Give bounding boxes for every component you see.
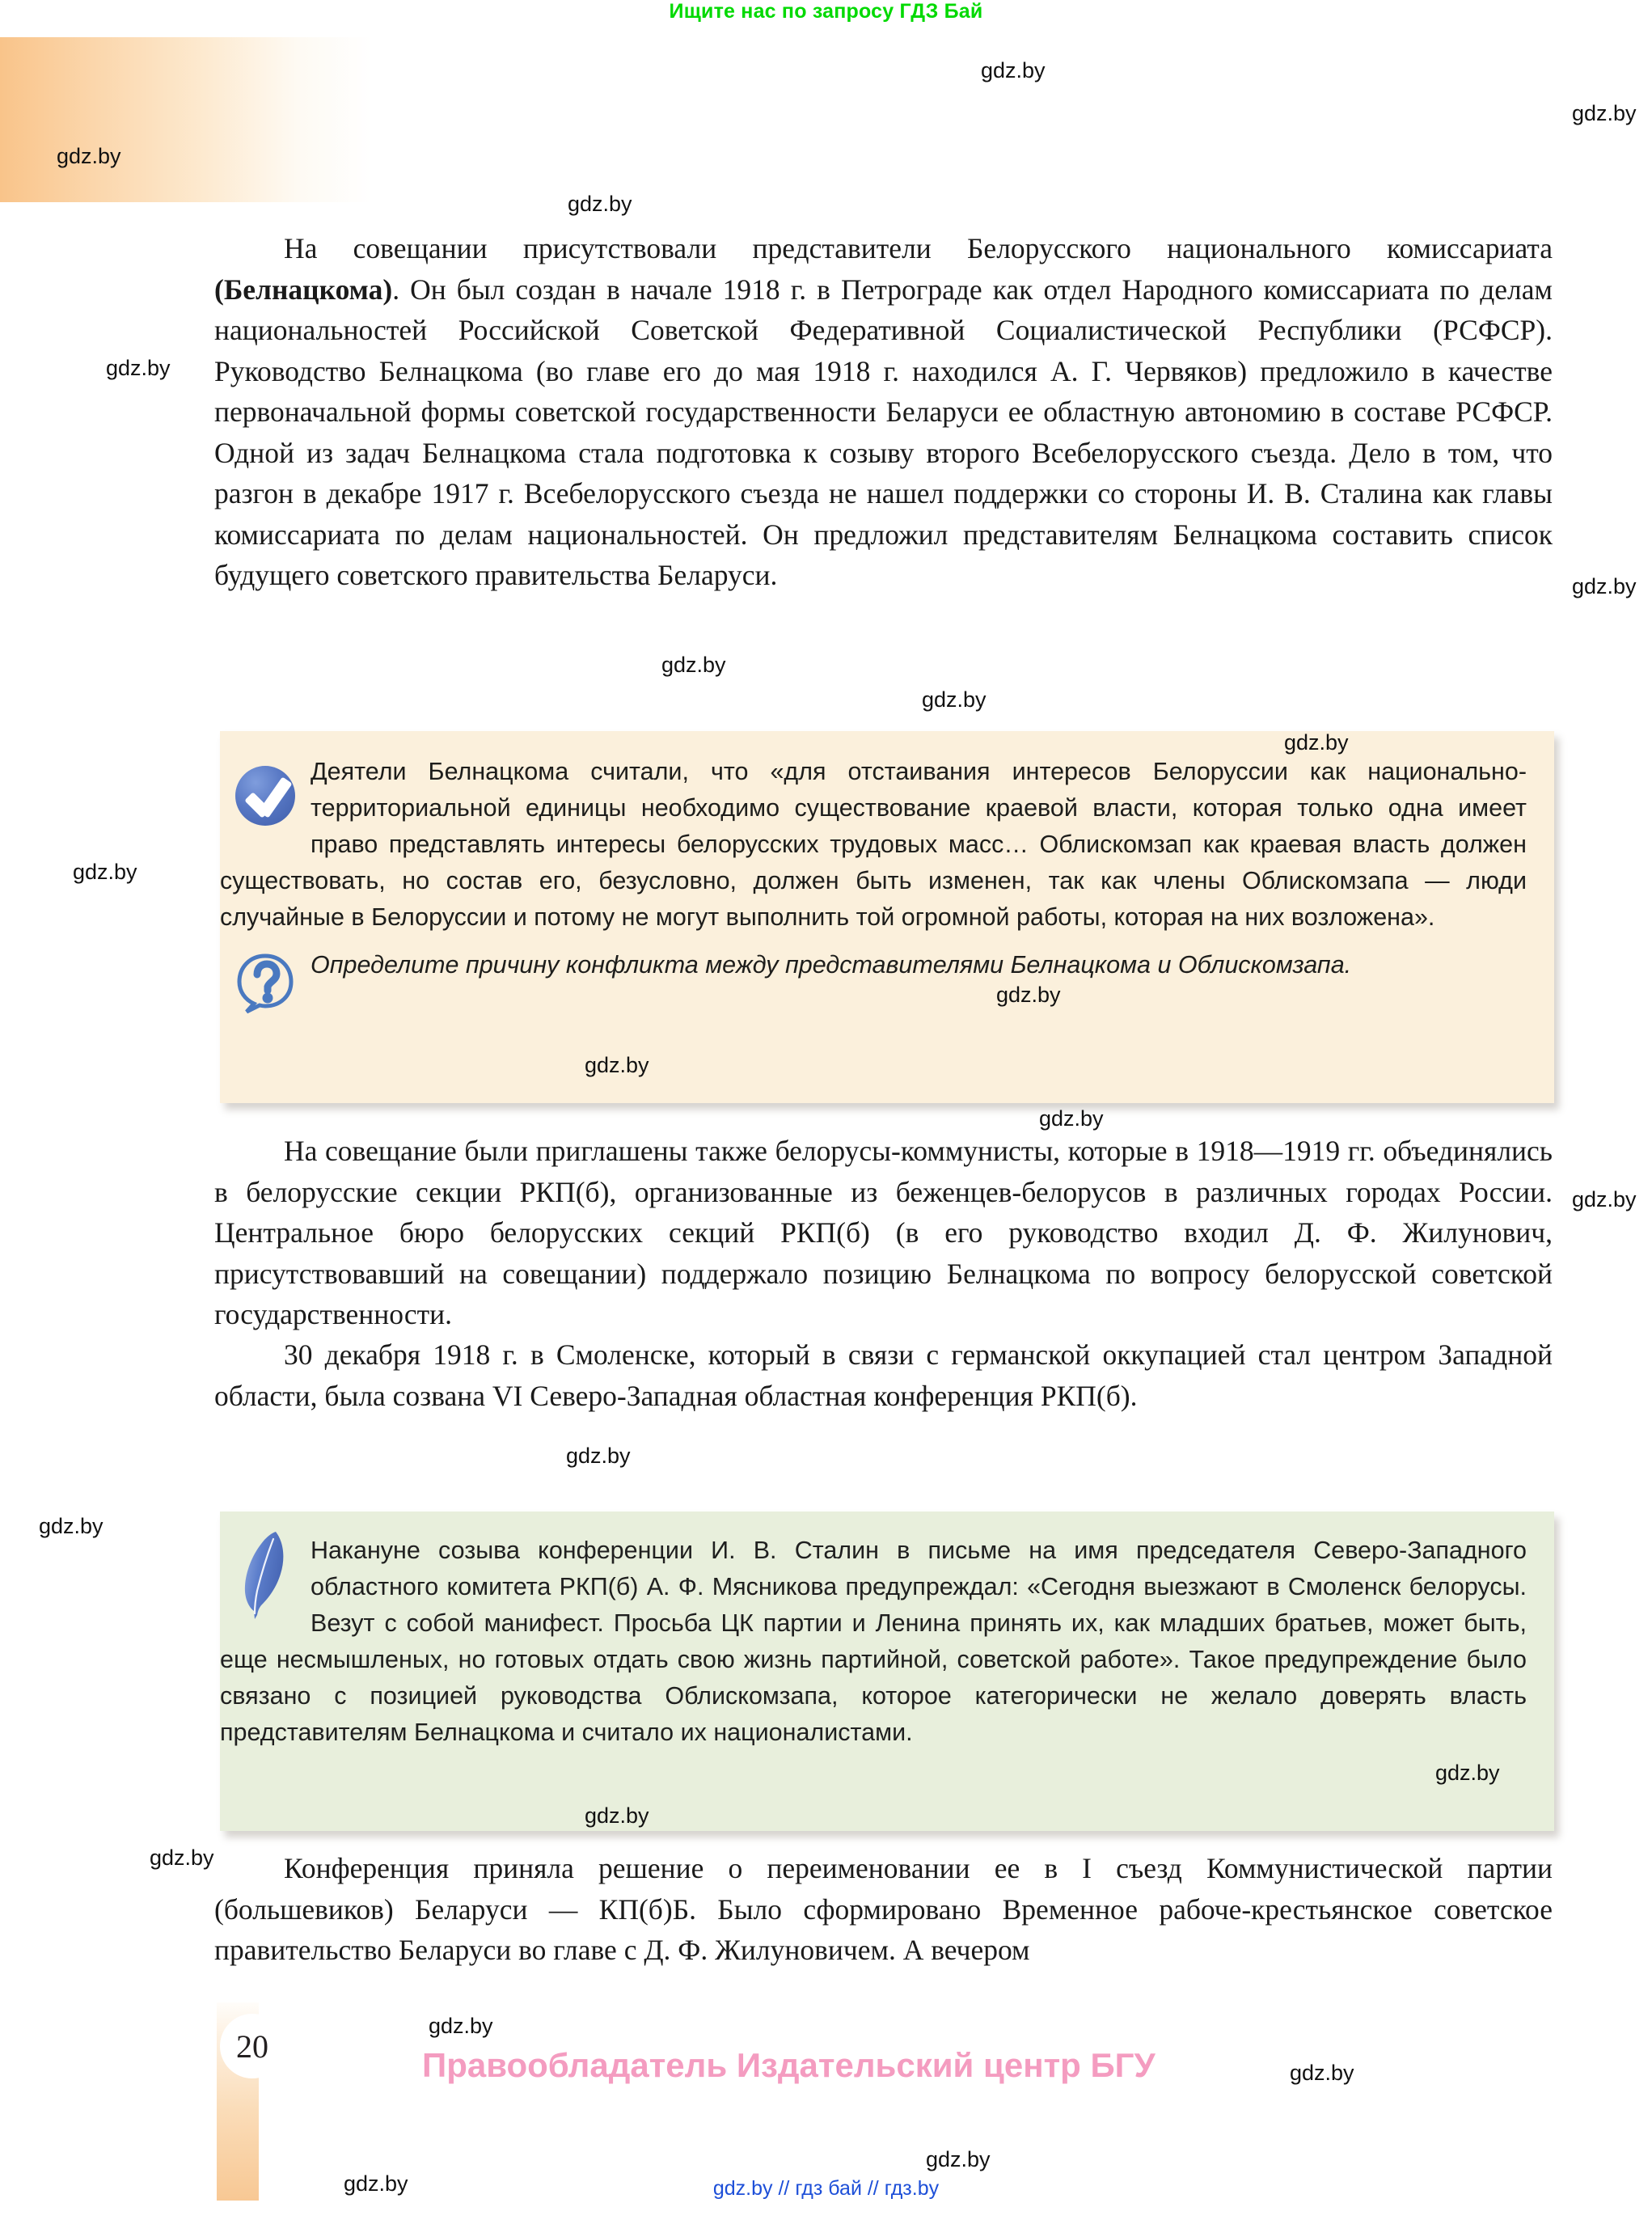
watermark: gdz.by xyxy=(1572,101,1637,125)
decorative-orange-block-top xyxy=(0,37,372,202)
callout-question-row xyxy=(220,947,1527,1015)
watermark: gdz.by xyxy=(1284,730,1349,755)
text-run: 30 декабря 1918 г. в Смоленске, который в связи с германской оккупацией стал центром Западной области, была созвана VI Северо-Западная областная конференция РКП(б). xyxy=(214,1338,1553,1412)
watermark: gdz.by xyxy=(106,356,171,380)
watermark: gdz.by xyxy=(73,860,137,884)
watermark: gdz.by xyxy=(585,1803,649,1828)
footer-links: gdz.by // гдз бай // гдз.by xyxy=(712,2177,940,2200)
paragraph-3 xyxy=(214,1334,1553,1416)
watermark: gdz.by xyxy=(981,58,1046,82)
page-number: 20 xyxy=(220,2014,285,2078)
watermark: gdz.by xyxy=(568,192,632,216)
callout-letter-box xyxy=(220,1512,1554,1831)
watermark: gdz.by xyxy=(922,687,987,712)
paragraph-4 xyxy=(214,1848,1553,1971)
callout-question-text: Определите причину конфликта между представителями Белнацкома и Облискомзапа. xyxy=(311,951,1352,979)
watermark: gdz.by xyxy=(344,2171,408,2196)
watermark: gdz.by xyxy=(1572,1187,1637,1211)
callout-quote-text: Деятели Белнацкома считали, что «для отстаивания интересов Белоруссии как национально-территориальной единицы необходимо существование краевой власти, которая только одна имеет право представлять интересы белорусских трудовых масс… Облискомзап как краевая власть должен существовать, но состав его, безусловно, должен быть изменен, так как члены Облискомзапа — люди случайные в Белоруссии и потому не могут выполнить той огромной работы, которая на них возложена». xyxy=(220,758,1527,931)
watermark: gdz.by xyxy=(926,2147,991,2171)
text-run: Конференция приняла решение о переименовании ее в I съезд Коммунистической партии (большевиков) Беларуси — КП(б)Б. Было сформировано Временное рабоче-крестьянское советское правительство Беларуси во главе с Д. Ф. Жилуновичем. А вечером xyxy=(214,1852,1553,1966)
text-run: На совещание были приглашены также белорусы-коммунисты, которые в 1918—1919 гг. объединялись в белорусские секции РКП(б), организованные из беженцев-белорусов в различных городах России. Центральное бюро белорусских секций РКП(б) (в его руководство входил Д. Ф. Жилунович, присутствовавший на совещании) поддержало позицию Белнацкома по вопросу белорусской советской государственности. xyxy=(214,1135,1553,1330)
watermark: gdz.by xyxy=(566,1444,631,1468)
question-mark-icon xyxy=(220,947,311,1015)
emphasis-term: (Белнацкома) xyxy=(214,273,393,306)
callout-letter-text: Накануне созыва конференции И. В. Сталин в письме на имя председателя Северо-Западного областного комитета РКП(б) А. Ф. Мясникова предупреждал: «Сегодня выезжают в Смоленск белорусы. Везут с собой манифест. Просьба ЦК партии и Ленина принять их, как младших братьев, может быть, еще несмышленых, но готовых отдать свою жизнь партийной, советской работе». Такое предупреждение было связано с позицией руководства Облискомзапа, которое категорически не желало доверять власть представителям Белнацкома и считало их националистами. xyxy=(220,1537,1527,1746)
watermark: gdz.by xyxy=(150,1846,214,1870)
watermark: gdz.by xyxy=(1039,1106,1104,1131)
copyright-notice: Правообладатель Издательский центр БГУ xyxy=(422,2046,1156,2084)
watermark: gdz.by xyxy=(585,1053,649,1077)
paragraph-1 xyxy=(214,228,1553,596)
watermark: gdz.by xyxy=(429,2014,493,2038)
feather-quill-icon xyxy=(220,1533,311,1617)
watermark: gdz.by xyxy=(57,144,121,168)
watermark: gdz.by xyxy=(39,1514,104,1538)
paragraph-2 xyxy=(214,1131,1553,1335)
watermark: gdz.by xyxy=(996,983,1061,1007)
text-run: . Он был создан в начале 1918 г. в Петрограде как отдел Народного комиссариата по делам национальностей Российской Советской Федеративной Социалистической Республики (РСФСР). Руководство Белнацкома (во главе его до мая 1918 г. находился А. Г. Червяков) предложило в качестве первоначальной формы советской государственности Беларуси ее областную автономию в составе РСФСР. Одной из задач Белнацкома стала подготовка к созыву второго Всебелорусского съезда. Дело в том, что разгон в декабре 1917 г. Всебелорусского съезда не нашел поддержки со стороны И. В. Сталина как главы комиссариата по делам национальностей. Он предложил представителям Белнацкома составить список будущего советского правительства Беларуси. xyxy=(214,273,1553,591)
callout-quote-box xyxy=(220,731,1554,1103)
watermark: gdz.by xyxy=(661,653,726,677)
watermark: gdz.by xyxy=(1572,574,1637,598)
watermark: gdz.by xyxy=(1435,1761,1500,1785)
check-circle-icon xyxy=(220,754,311,838)
watermark: gdz.by xyxy=(1290,2061,1354,2085)
promo-banner: Ищите нас по запросу ГДЗ Бай xyxy=(669,0,983,23)
text-run: На совещании присутствовали представители Белорусского национального комиссариата xyxy=(284,232,1553,264)
